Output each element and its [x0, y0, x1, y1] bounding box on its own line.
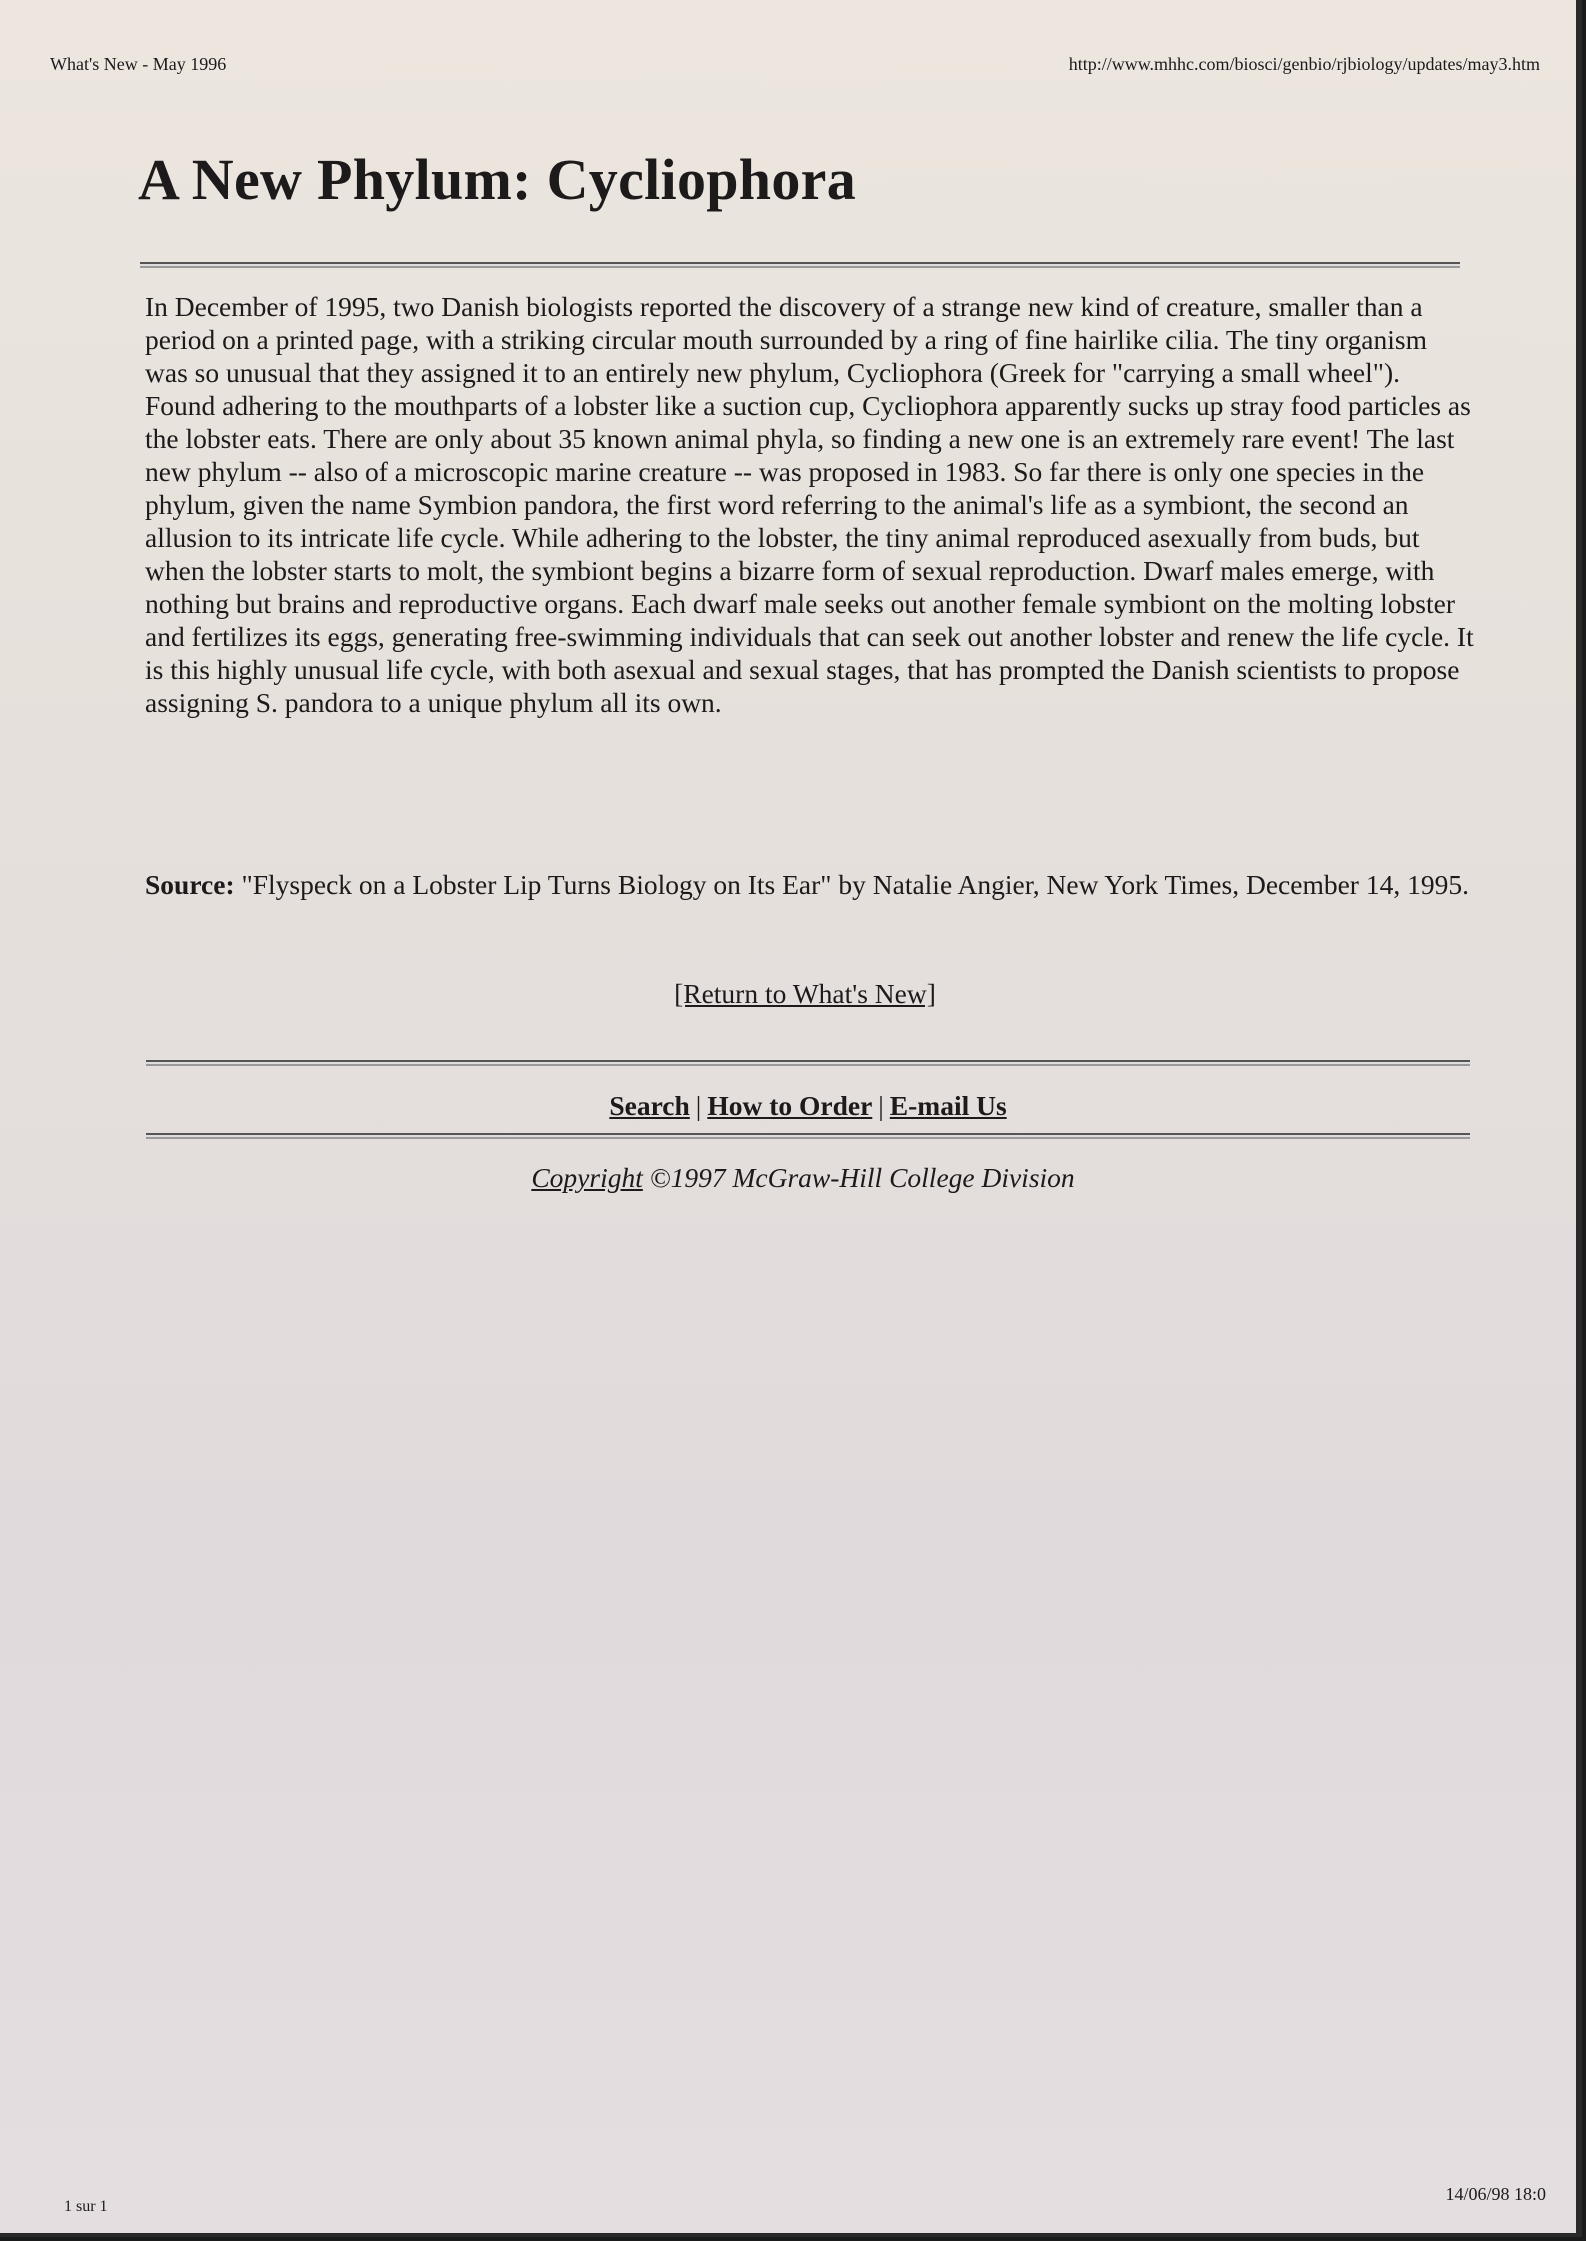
footer-nav	[0, 1090, 1586, 1122]
horizontal-rule-nav-top	[146, 1060, 1470, 1066]
how-to-order-link[interactable]: How to Order	[707, 1090, 873, 1121]
horizontal-rule-nav-bottom	[146, 1133, 1470, 1139]
page-title: A New Phylum: Cycliophora	[138, 147, 856, 212]
copyright-line	[0, 1162, 1586, 1194]
nav-separator: |	[878, 1090, 884, 1121]
horizontal-rule-top	[140, 262, 1460, 268]
source-text: "Flyspeck on a Lobster Lip Turns Biology on Its Ear" by Natalie Angier, New York Times, December 14, 1995.	[241, 869, 1469, 900]
search-link[interactable]: Search	[609, 1090, 690, 1121]
return-link-container	[0, 978, 1586, 1010]
email-us-link[interactable]: E-mail Us	[889, 1090, 1007, 1121]
print-header-url: http://www.mhhc.com/biosci/genbio/rjbiology/updates/may3.htm	[1068, 54, 1540, 74]
source-label: Source:	[145, 869, 235, 900]
print-footer-page-count: 1 sur 1	[64, 2198, 108, 2215]
article-body: In December of 1995, two Danish biologists reported the discovery of a strange new kind of creature, smaller than a period on a printed page, with a striking circular mouth surrounded by a ring of fine hairlike cilia. The tiny organism was so unusual that they assigned it to an entirely new phylum, Cycliophora (Greek for "carrying a small wheel"). Found adhering to the mouthparts of a lobster like a suction cup, Cycliophora apparently sucks up stray food particles as the lobster eats. There are only about 35 known animal phyla, so finding a new one is an extremely rare event! The last new phylum -- also of a microscopic marine creature -- was proposed in 1983. So far there is only one species in the phylum, given the name Symbion pandora, the first word referring to the animal's life as a symbiont, the second an allusion to its intricate life cycle. While adhering to the lobster, the tiny animal reproduced asexually from buds, but when the lobster starts to molt, the symbiont begins a bizarre form of sexual reproduction. Dwarf males emerge, with nothing but brains and reproductive organs. Each dwarf male seeks out another female symbiont on the molting lobster and fertilizes its eggs, generating free-swimming individuals that can seek out another lobster and renew the life cycle. It is this highly unusual life cycle, with both asexual and sexual stages, that has prompted the Danish scientists to propose assigning S. pandora to a unique phylum all its own.	[145, 291, 1474, 718]
source-citation	[145, 868, 1475, 901]
copyright-text: ©1997 McGraw-Hill College Division	[649, 1162, 1075, 1193]
return-to-whats-new-link[interactable]: [Return to What's New]	[674, 978, 936, 1009]
print-footer-timestamp: 14/06/98 18:0	[1445, 2184, 1546, 2204]
copyright-link[interactable]: Copyright	[531, 1162, 643, 1193]
print-header-title: What's New - May 1996	[50, 54, 227, 74]
nav-separator: |	[695, 1090, 702, 1121]
